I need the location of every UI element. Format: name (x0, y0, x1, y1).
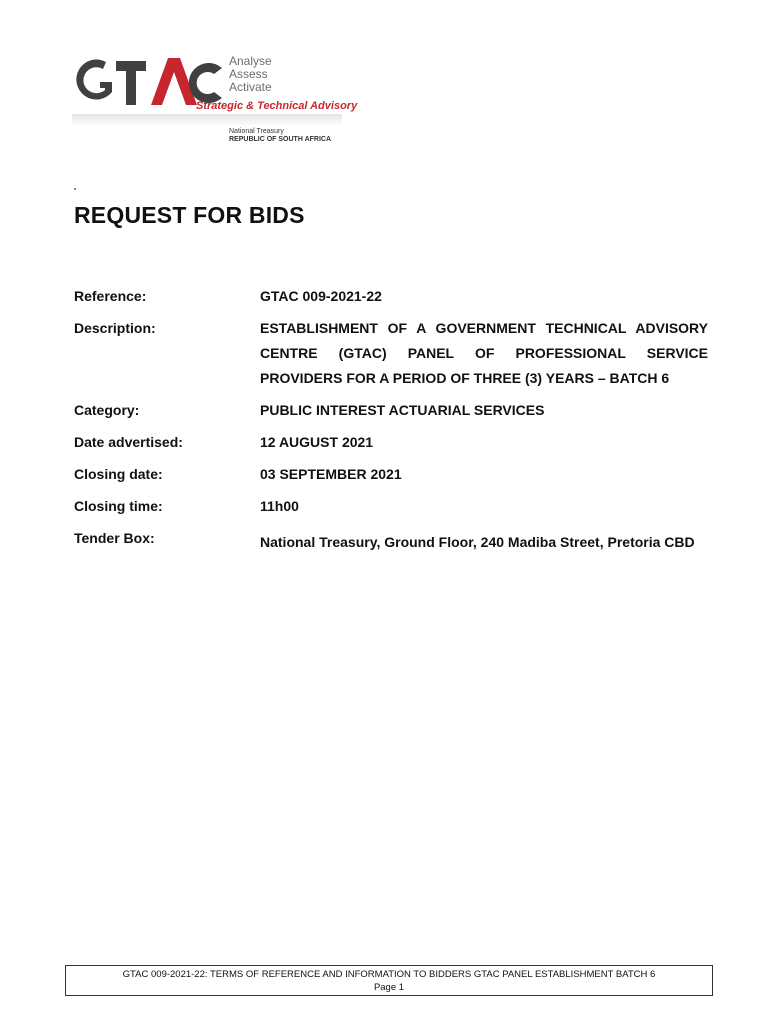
field-closing-date (74, 462, 708, 487)
field-value: 03 SEPTEMBER 2021 (260, 466, 402, 482)
page-number: Page 1 (373, 982, 405, 993)
gtac-logo (72, 48, 362, 158)
field-tender-box (74, 526, 708, 558)
field-label: Date advertised: (74, 434, 183, 450)
logo-taglines (229, 55, 272, 94)
field-value: 12 AUGUST 2021 (260, 434, 374, 450)
field-value: GTAC 009-2021-22 (260, 288, 382, 304)
field-label: Closing date: (74, 466, 163, 482)
field-label: Tender Box: (74, 530, 155, 546)
tagline-activate: Activate (229, 80, 272, 94)
treasury-label (229, 128, 331, 144)
field-value: PUBLIC INTEREST ACTUARIAL SERVICES (260, 402, 545, 418)
field-label: Description: (74, 320, 156, 336)
tagline-assess: Assess (229, 67, 268, 81)
field-label: Reference: (74, 288, 147, 304)
logo-letter-t-stem (126, 61, 136, 105)
treasury-line2: REPUBLIC OF SOUTH AFRICA (229, 136, 332, 143)
field-label: Closing time: (74, 498, 163, 514)
field-label: Category: (74, 402, 140, 418)
logo-subtitle: Strategic & Technical Advisory (196, 100, 358, 112)
field-value: National Treasury, Ground Floor, 240 Madiba Street, Pretoria CBD (260, 534, 695, 550)
field-reference (74, 284, 708, 309)
field-closing-time (74, 494, 708, 519)
field-value: 11h00 (260, 498, 299, 514)
page-footer (65, 965, 713, 996)
footer-reference: GTAC 009-2021-22: TERMS OF REFERENCE AND INFORMATION TO BIDDERS GTAC PANEL ESTABLISHMENT BATCH 6 (122, 969, 656, 980)
field-date-advertised (74, 430, 708, 455)
page-title: REQUEST FOR BIDS (74, 202, 305, 228)
treasury-line1: National Treasury (229, 128, 284, 135)
logo-letter-g (76, 60, 112, 100)
logo-shadow (72, 114, 342, 126)
field-category (74, 398, 708, 423)
bid-details (74, 284, 708, 565)
stray-mark (74, 188, 76, 190)
tagline-analyse: Analyse (229, 54, 272, 68)
field-description (74, 316, 708, 391)
field-value: ESTABLISHMENT OF A GOVERNMENT TECHNICAL ADVISORY CENTRE (GTAC) PANEL OF PROFESSIONAL SERVICE PROVIDERS FOR A PERIOD OF THREE (3) YEARS – BATCH 6 (260, 320, 708, 386)
